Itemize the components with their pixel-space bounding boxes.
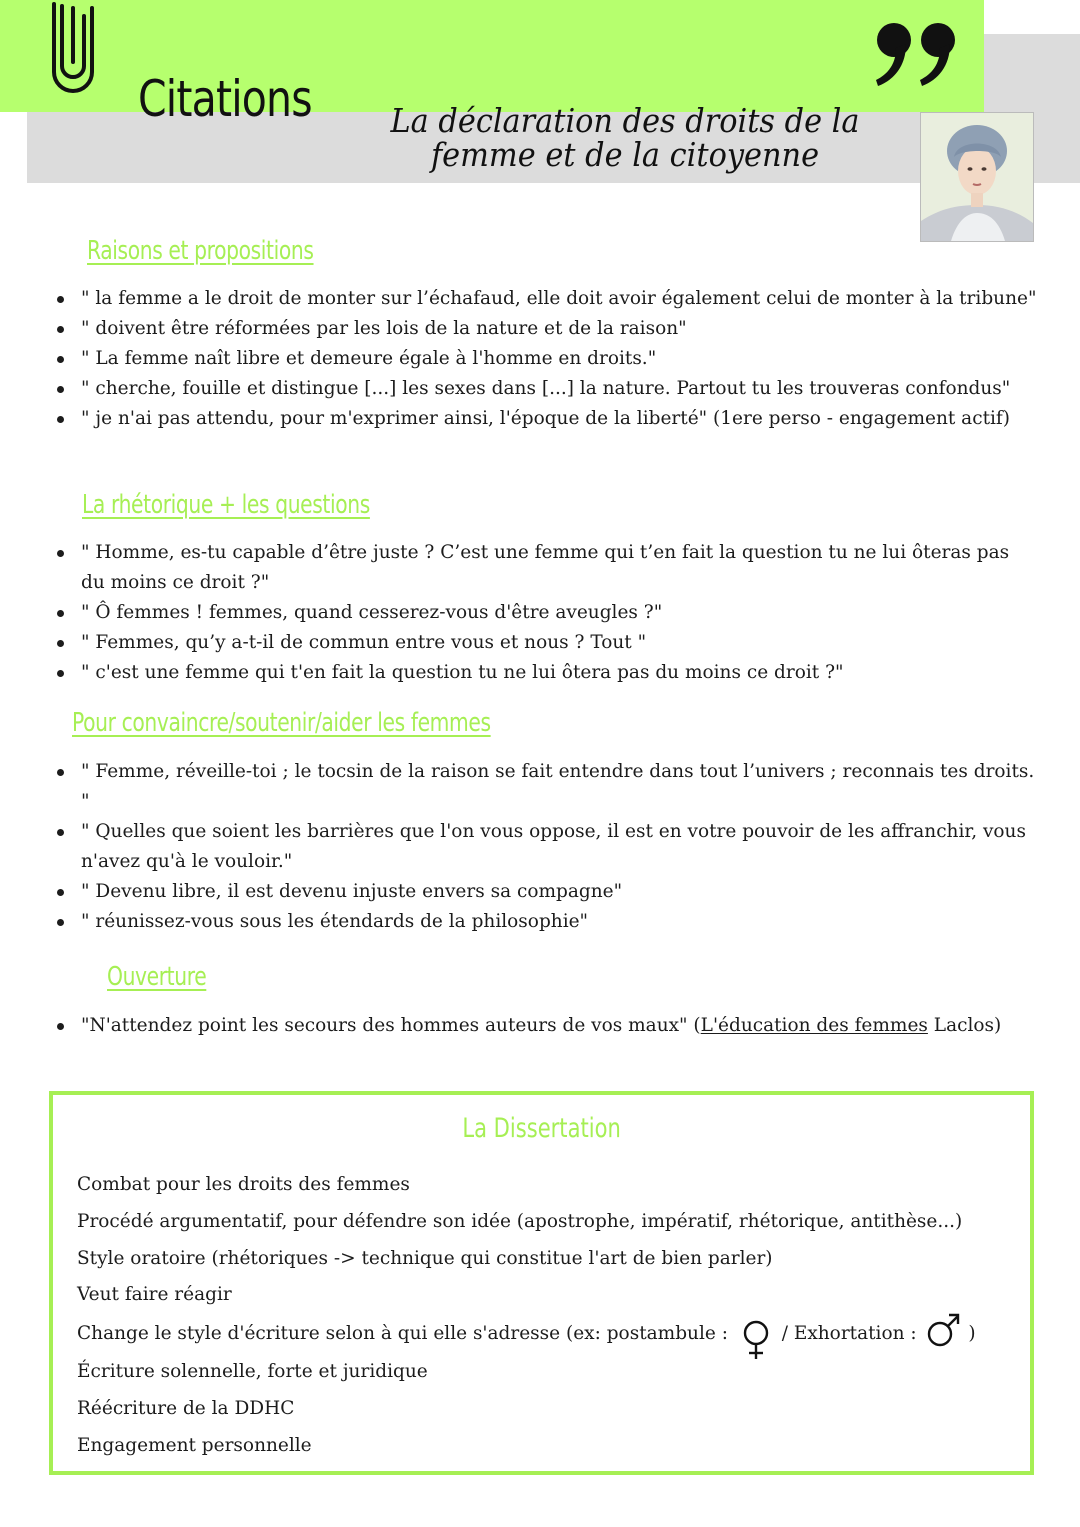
list-raisons (52, 284, 1037, 434)
list-item: " Femmes, qu’y a-t-il de commun entre vous et nous ? Tout " (52, 628, 1037, 658)
section-title-convaincre: Pour convaincre/soutenir/aider les femmes (72, 708, 491, 738)
subtitle-line-2: femme et de la citoyenne (430, 135, 820, 174)
dissertation-box (49, 1091, 1034, 1475)
dissertation-title: La Dissertation (462, 1113, 621, 1144)
list-rhetorique (52, 538, 1037, 688)
paperclip-icon (48, 2, 98, 94)
list-item: " Homme, es-tu capable d’être juste ? C’est une femme qui t’en fait la question tu ne lui ôteras pas du moins ce droit ?" (52, 538, 1037, 598)
male-symbol-icon (925, 1310, 961, 1350)
dissertation-line: Veut faire réagir (77, 1284, 232, 1306)
ouverture-quote: "N'attendez point les secours des hommes auteurs de vos maux" ( (81, 1015, 701, 1036)
section-title-rhetorique: La rhétorique + les questions (82, 490, 370, 520)
book-author: Laclos) (927, 1015, 1002, 1036)
list-item: " la femme a le droit de monter sur l’échafaud, elle doit avoir également celui de monter à la tribune" (52, 284, 1037, 314)
list-item: " Quelles que soient les barrières que l'on vous oppose, il est en votre pouvoir de les affranchir, vous n'avez qu'à le vouloir." (52, 817, 1037, 877)
list-convaincre (52, 757, 1037, 937)
list-item: " Femme, réveille-toi ; le tocsin de la raison se fait entendre dans tout l’univers ; reconnais tes droits. " (52, 757, 1037, 817)
list-item: " je n'ai pas attendu, pour m'exprimer ainsi, l'époque de la liberté" (1ere perso - engagement actif) (52, 404, 1037, 434)
dissertation-line: Procédé argumentatif, pour défendre son idée (apostrophe, impératif, rhétorique, antithèse...) (77, 1210, 963, 1232)
dissertation-line: Style oratoire (rhétoriques -> technique qui constitue l'art de bien parler) (77, 1247, 773, 1269)
list-item: " Devenu libre, il est devenu injuste envers sa compagne" (52, 877, 1037, 907)
dissertation-line: Réécriture de la DDHC (77, 1397, 295, 1419)
section-title-ouverture: Ouverture (107, 962, 207, 992)
list-item: " La femme naît libre et demeure égale à l'homme en droits." (52, 344, 1037, 374)
dissertation-line: Change le style d'écriture selon à qui elle s'adresse (ex: postambule : / Exhortation : ) (77, 1314, 976, 1354)
list-item (52, 1011, 1037, 1041)
book-title: L'éducation des femmes (700, 1015, 928, 1036)
list-ouverture (52, 1011, 1037, 1041)
dissertation-list (77, 1167, 976, 1465)
list-item: " cherche, fouille et distingue [...] les sexes dans [...] la nature. Partout tu les trouveras confondus" (52, 374, 1037, 404)
page-subtitle (381, 101, 869, 174)
list-item: " réunissez-vous sous les étendards de la philosophie" (52, 907, 1037, 937)
subtitle-line-1: La déclaration des droits de la (390, 101, 860, 140)
dissertation-line: Écriture solennelle, forte et juridique (77, 1361, 428, 1383)
list-item: " doivent être réformées par les lois de la nature et de la raison" (52, 314, 1037, 344)
page-title: Citations (138, 70, 312, 128)
portrait-olympe-de-gouges (920, 112, 1034, 242)
closing-quote-icon (872, 18, 964, 88)
section-title-raisons: Raisons et propositions (87, 236, 314, 266)
list-item: " c'est une femme qui t'en fait la question tu ne lui ôtera pas du moins ce droit ?" (52, 658, 1037, 688)
list-item: " Ô femmes ! femmes, quand cesserez-vous d'être aveugles ?" (52, 598, 1037, 628)
dissertation-line: Engagement personnelle (77, 1434, 312, 1456)
dissertation-line: Combat pour les droits des femmes (77, 1174, 410, 1195)
